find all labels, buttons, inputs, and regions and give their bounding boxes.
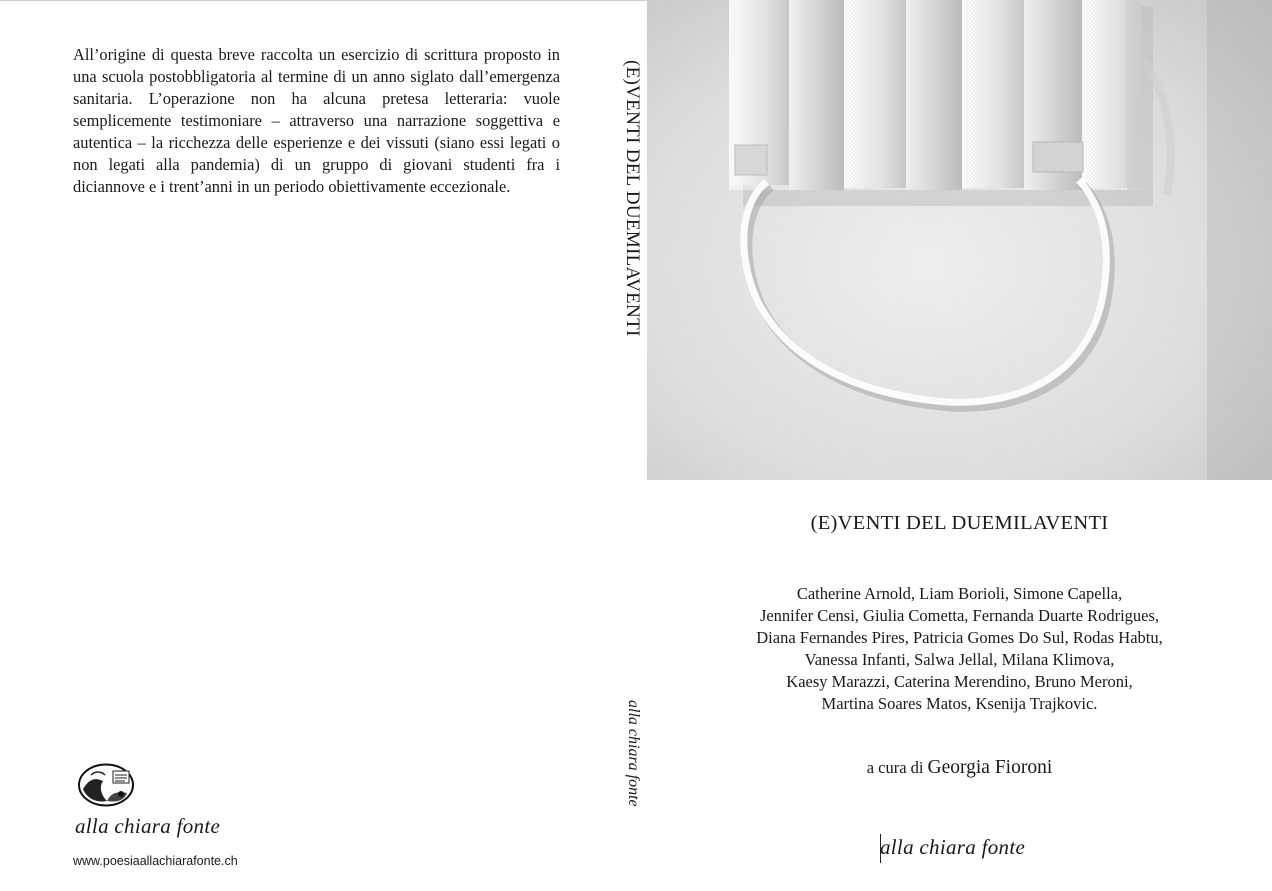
editor-prefix: a cura di [866, 758, 924, 777]
author-line: Vanessa Infanti, Salwa Jellal, Milana Klimova, [804, 650, 1115, 669]
author-line: Catherine Arnold, Liam Borioli, Simone Capella, [796, 584, 1123, 603]
editor-name: Georgia Fioroni [927, 757, 1053, 778]
cover-photo [647, 0, 1272, 480]
author-line: Diana Fernandes Pires, Patricia Gomes Do Sul, Rodas Habtu, [756, 628, 1163, 647]
author-line: Martina Soares Matos, Ksenija Trajkovic. [821, 694, 1098, 713]
spine-title: (E)VENTI DEL DUEMILAVENTI [622, 60, 643, 337]
publisher-logo-icon [77, 763, 135, 807]
face-mask-photo-icon [647, 0, 1272, 480]
front-publisher-name: alla chiara fonte [880, 835, 1026, 859]
spine-publisher: alla chiara fonte [625, 700, 642, 807]
front-cover-title: (E)VENTI DEL DUEMILAVENTI [810, 512, 1109, 534]
author-list [647, 583, 1272, 715]
back-cover-blurb: All’origine di questa breve raccolta un esercizio di scrittura proposto in una scuola postobbligatoria al termine di un anno siglato dall’emergenza sanitaria. L’operazione non ha alcuna pretesa letteraria: vuole semplicemente testimoniare – attraverso una narrazione soggettiva e autentica – la ricchezza delle esperienze e dei vissuti (siano essi legati o non legati alla pandemia) di un gruppo di giovani studenti fra i diciannove e i trent’anni in un periodo obiettivamente eccezionale. [73, 45, 560, 196]
author-line: Kaesy Marazzi, Caterina Merendino, Bruno Meroni, [786, 672, 1133, 691]
publisher-website: www.poesiaallachiarafonte.ch [73, 854, 238, 868]
author-line: Jennifer Censi, Giulia Cometta, Fernanda Duarte Rodrigues, [759, 606, 1160, 625]
back-publisher-name: alla chiara fonte [75, 814, 221, 838]
page-edge [0, 0, 647, 1]
editor-credit [647, 757, 1272, 779]
